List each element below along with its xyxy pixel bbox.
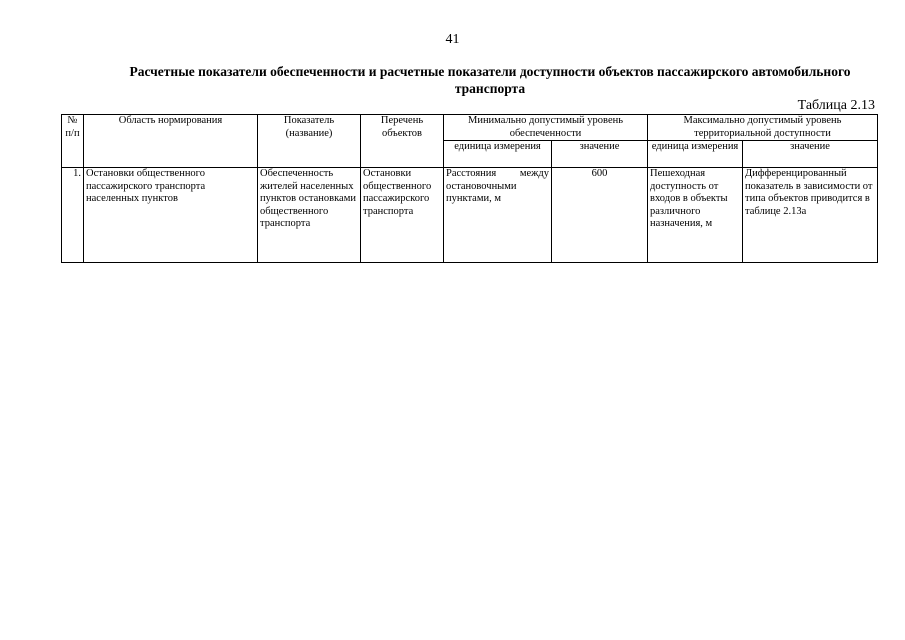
cell-min-value: 600 <box>552 168 648 263</box>
norms-table <box>61 114 878 263</box>
header-min-value: значение <box>552 141 648 168</box>
table-row <box>62 168 878 263</box>
header-min-unit: единица измерения <box>444 141 552 168</box>
cell-max-value: Дифференцированный показатель в зависимости от типа объектов приводится в таблице 2.13а <box>743 168 878 263</box>
header-max-value: значение <box>743 141 878 168</box>
table-label: Таблица 2.13 <box>797 98 875 113</box>
cell-indicator: Обеспеченность жителей населенных пунктов остановками общественного транспорта <box>258 168 361 263</box>
header-area: Область нормирования <box>84 115 258 168</box>
cell-min-unit: Расстояния между остановочными пунктами, м <box>444 168 552 263</box>
header-min-level: Минимально допустимый уровень обеспеченности <box>444 115 648 141</box>
cell-max-unit: Пешеходная доступность от входов в объекты различного назначения, м <box>648 168 743 263</box>
table-header-row <box>62 115 878 141</box>
header-max-unit: единица измерения <box>648 141 743 168</box>
header-max-level: Максимально допустимый уровень территориальной доступности <box>648 115 878 141</box>
header-indicator: Показатель (название) <box>258 115 361 168</box>
header-objects: Перечень объектов <box>361 115 444 168</box>
header-number: № п/п <box>62 115 84 168</box>
document-title: Расчетные показатели обеспеченности и расчетные показатели доступности объектов пассажирского автомобильного транспорта <box>129 64 851 96</box>
page-number: 41 <box>445 32 460 47</box>
cell-area: Остановки общественного пассажирского транспорта населенных пунктов <box>84 168 258 263</box>
cell-number: 1. <box>62 168 84 263</box>
cell-objects: Остановки общественного пассажирского транспорта <box>361 168 444 263</box>
